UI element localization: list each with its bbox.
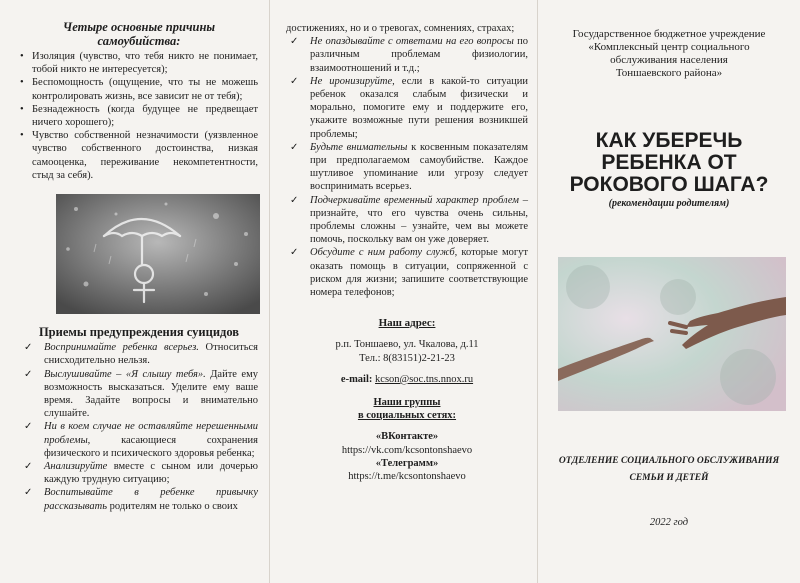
tip-emphasis: Анализируйте bbox=[44, 461, 108, 473]
groups-subtitle: в социальных сетях: bbox=[357, 410, 457, 422]
tip-emphasis: Воспитывайте в ребенке привычку рассказывать bbox=[44, 487, 258, 512]
dept-line: СЕМЬИ И ДЕТЕЙ bbox=[629, 473, 709, 483]
title-line: КАК УБЕРЕЧЬ bbox=[595, 129, 743, 152]
brochure-title bbox=[552, 130, 786, 196]
prevention-tips-list bbox=[20, 341, 258, 513]
email-link[interactable]: kcson@soc.tns.nnox.ru bbox=[375, 373, 474, 385]
cause-item: • Изоляция (чувство, что тебя никто не понимает, тобой никто не интересуется); bbox=[20, 50, 258, 76]
tip-emphasis: Подчеркивайте временный характер проблем bbox=[310, 194, 519, 206]
tip-text: если в какой-то ситуации ребенок оказался слабым физически и морально, помогите ему и поддержите его, укажите возможные пути решения возникшей проблемы; bbox=[310, 75, 528, 140]
cover-panel bbox=[538, 0, 800, 583]
tip-emphasis: Ни в коем случае не оставляйте нерешенными проблемы, bbox=[44, 421, 258, 446]
tip-text: Дайте ему возможность высказаться. Уделите ему ваше время. Задайте вопросы и внимательно слушайте. bbox=[44, 368, 258, 420]
cause-item: • Безнадежность (когда будущее не предвещает ничего хорошего); bbox=[20, 103, 258, 129]
title-line: РОКОВОГО ШАГА? bbox=[569, 173, 769, 196]
tip-item bbox=[286, 35, 528, 75]
cause-item: • Чувство собственной незначимости (уязвленное чувство собственного достоинства, низкая самооценка, переживание некомпетентности, стыд за себя). bbox=[20, 129, 258, 182]
check-icon: ✓ bbox=[290, 141, 299, 153]
tip-item bbox=[20, 460, 258, 486]
phone-text: Тел.: 8(83151)2-21-23 bbox=[359, 352, 455, 364]
tip-text: которые могут оказать помощь в ситуации, сопряженной с риском для жизни; запишите соответствующие номера телефонов; bbox=[310, 247, 528, 299]
tip-text: – признайте, что его чувства очень сильны, проблемы сложны – узнайте, чем вы можете помочь, поскольку вам он уже доверяет. bbox=[310, 194, 528, 246]
check-icon: ✓ bbox=[290, 194, 299, 206]
tip-text: к косвенным показателям при предполагаемом самоубийстве. Каждое шутливое упоминание или угрозу следует воспринимать всерьез. bbox=[310, 141, 528, 193]
tip-item bbox=[20, 420, 258, 460]
email-line bbox=[286, 373, 528, 386]
tip-item bbox=[20, 368, 258, 421]
dept-line: ОТДЕЛЕНИЕ СОЦИАЛЬНОГО ОБСЛУЖИВАНИЯ bbox=[558, 456, 780, 466]
email-label: e-mail: bbox=[340, 373, 373, 385]
tip-item bbox=[20, 341, 258, 367]
vk-label: «ВКонтакте» bbox=[375, 431, 439, 443]
tip-item bbox=[20, 486, 258, 512]
middle-panel bbox=[270, 0, 538, 583]
groups-title: Наши группы bbox=[373, 397, 441, 409]
left-panel bbox=[0, 0, 268, 583]
tip-text: родителям не только о своих bbox=[107, 500, 238, 512]
address-text: р.п. Тоншаево, ул. Чкалова, д.11 bbox=[335, 339, 479, 351]
umbrella-drawing-icon bbox=[56, 194, 260, 314]
title-line: РЕБЕНКА ОТ bbox=[601, 151, 737, 174]
reaching-hands-image bbox=[558, 257, 786, 411]
tip-item bbox=[286, 194, 528, 247]
causes-title: Четыре основные причины самоубийства: bbox=[62, 20, 216, 48]
hands-icon bbox=[558, 257, 786, 411]
tip-item bbox=[286, 141, 528, 194]
check-icon: ✓ bbox=[290, 36, 299, 48]
department-name bbox=[552, 453, 786, 487]
causes-list bbox=[20, 50, 258, 182]
address-title: Наш адрес: bbox=[378, 317, 436, 330]
cause-item: • Беспомощность (ощущение, что ты не можешь контролировать жизнь, все зависит не от тебя); bbox=[20, 76, 258, 102]
org-line: обслуживания населения bbox=[610, 54, 728, 66]
telegram-link[interactable]: https://t.me/kcsontonshaevo bbox=[348, 471, 466, 483]
tip-emphasis: Воспринимайте ребенка всерьез. bbox=[44, 342, 199, 354]
org-line: «Комплексный центр социального bbox=[588, 41, 750, 53]
brochure-subtitle: (рекомендации родителям) bbox=[608, 198, 730, 209]
year-text: 2022 год bbox=[649, 517, 689, 528]
tip-item bbox=[286, 246, 528, 299]
tip-text: Относиться снисходительно нельзя. bbox=[44, 342, 258, 367]
organization-name bbox=[552, 28, 786, 80]
vk-link[interactable]: https://vk.com/kcsontonshaevo bbox=[341, 444, 473, 456]
check-icon: ✓ bbox=[290, 75, 299, 87]
tip-emphasis: Не опаздывайте с ответами на его вопросы bbox=[310, 36, 514, 48]
telegram-label: «Телеграмм» bbox=[375, 457, 439, 469]
rainy-window-umbrella-image bbox=[56, 194, 260, 314]
tip-text: вместе с сыном или дочерью каждую трудную ситуацию; bbox=[44, 461, 258, 486]
prevention-title: Приемы предупреждения суицидов bbox=[38, 325, 240, 340]
tip-emphasis: Не иронизируйте, bbox=[310, 75, 395, 87]
tip-emphasis: Выслушивайте – «Я слышу тебя». bbox=[44, 368, 206, 380]
tip-emphasis: Будьте внимательны bbox=[310, 141, 408, 153]
tip-continuation: достижениях, но и о тревогах, сомнениях, страхах; bbox=[286, 23, 515, 34]
tip-text: по различным проблемам физиологии, взаимоотношений и т.д.; bbox=[310, 36, 529, 74]
check-icon: ✓ bbox=[290, 247, 299, 259]
org-line: Тоншаевского района» bbox=[615, 67, 723, 79]
org-line: Государственное бюджетное учреждение bbox=[572, 28, 766, 40]
tip-text: касающиеся сохранения физического и психического здоровья ребенка; bbox=[44, 434, 258, 459]
tip-emphasis: Обсудите с ним работу служб, bbox=[310, 247, 458, 259]
tip-item bbox=[286, 75, 528, 141]
